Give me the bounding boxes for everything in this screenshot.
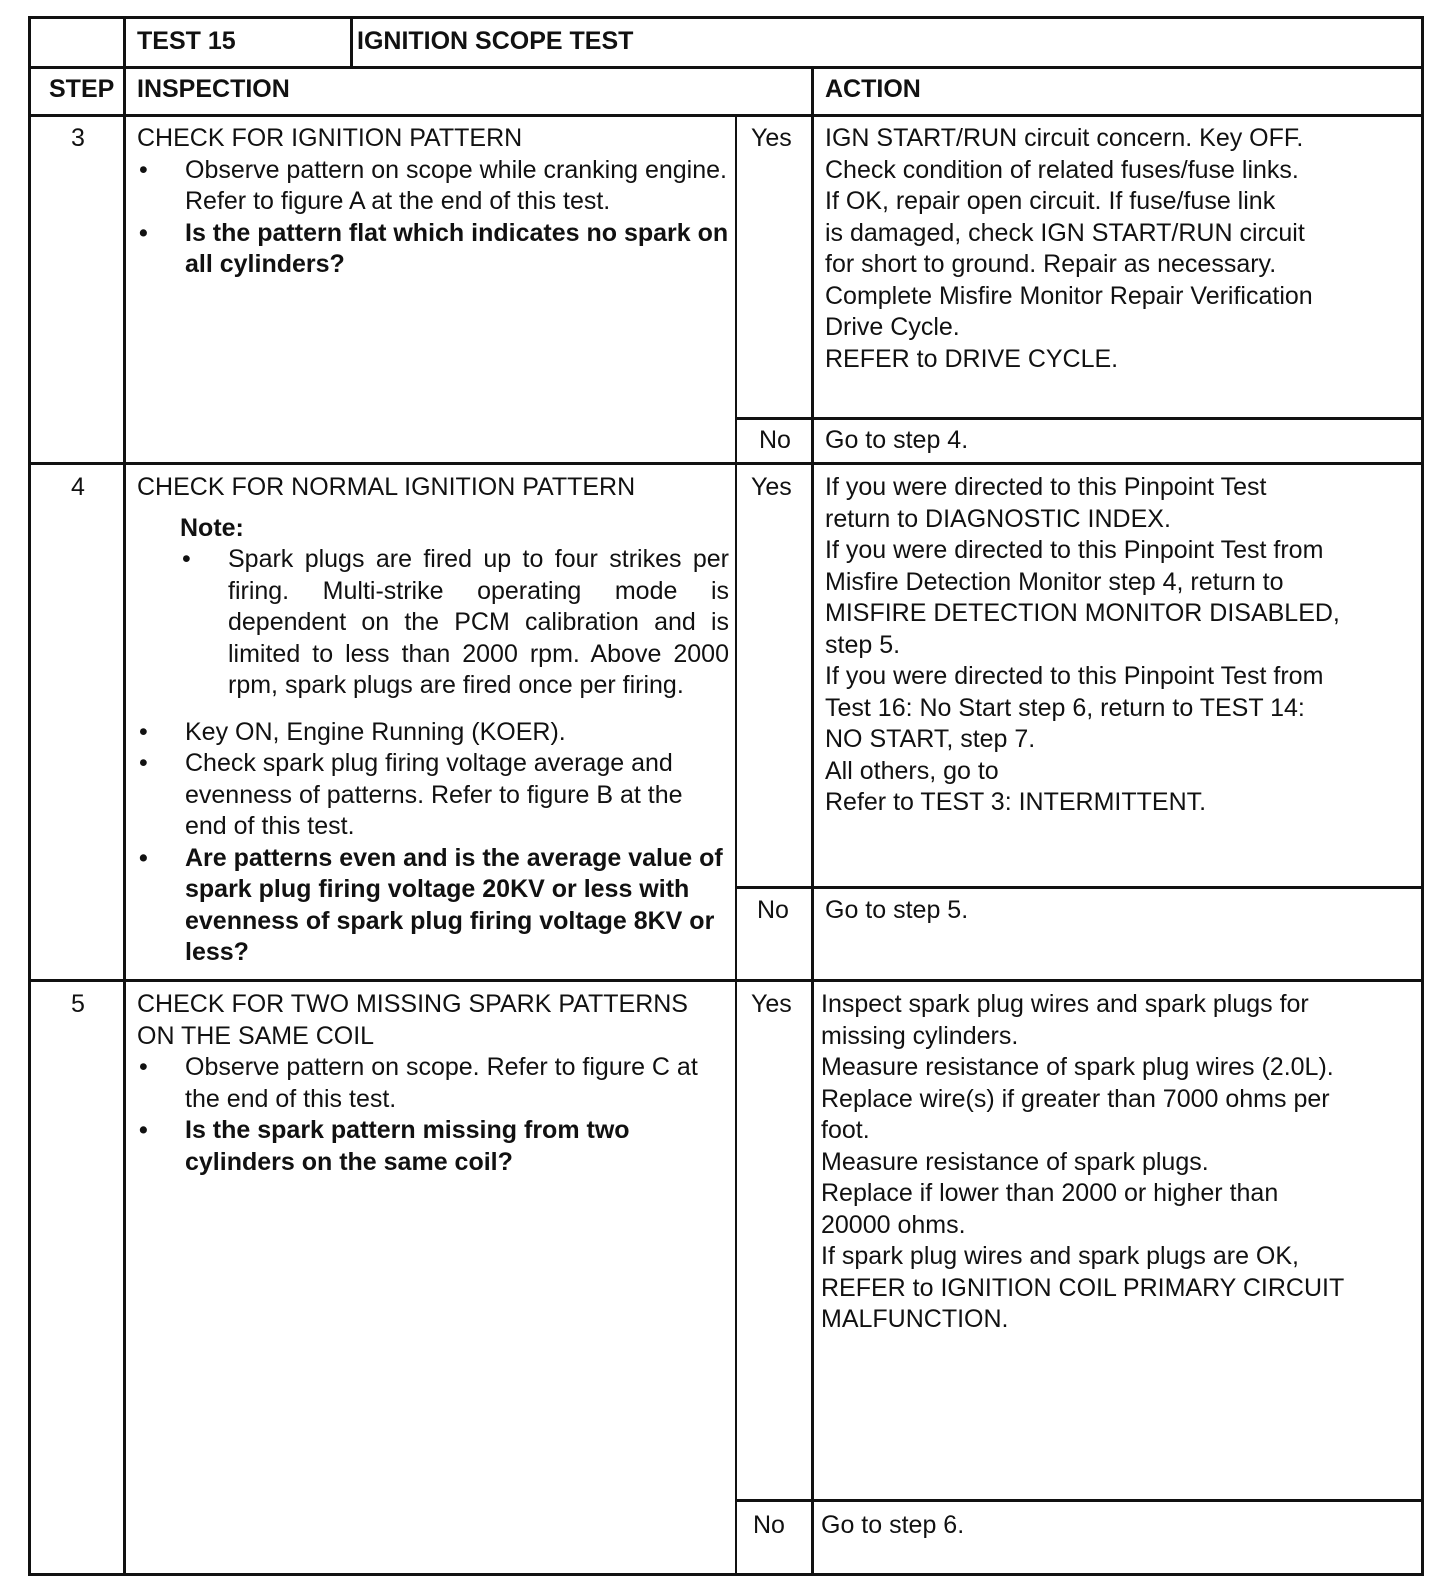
- step-5-yes-action: [821, 989, 1419, 1336]
- action-line: Refer to TEST 3: INTERMITTENT.: [825, 788, 1207, 816]
- step-5-heading-line: CHECK FOR TWO MISSING SPARK PATTERNS: [137, 990, 688, 1018]
- step-3-bullet: • Observe pattern on scope while cranking engine. Refer to figure A at the end of this test.: [137, 155, 729, 218]
- action-line: foot.: [821, 1116, 870, 1144]
- step-5-bullets: [137, 1052, 729, 1178]
- step-3-question: • Is the pattern flat which indicates no spark on all cylinders?: [137, 218, 729, 281]
- action-line: REFER to IGNITION COIL PRIMARY CIRCUIT: [821, 1273, 1345, 1302]
- action-line: 20000 ohms.: [821, 1210, 966, 1239]
- rule-step3-yes-no: [736, 417, 1421, 420]
- step-5-inspection: [137, 989, 729, 1178]
- step-4-yes-action: [825, 472, 1417, 819]
- rule-step3-bottom: [31, 462, 1421, 465]
- column-header-step: STEP: [49, 75, 115, 103]
- step-3-yes-label: Yes: [751, 124, 792, 152]
- action-line: If you were directed to this Pinpoint Test from: [825, 536, 1324, 564]
- step-number-4: 4: [71, 473, 85, 501]
- action-line: Drive Cycle.: [825, 313, 960, 341]
- step-5-heading-line: ON THE SAME COIL: [137, 1021, 375, 1050]
- step-4-note-bullet: • Spark plugs are fired up to four strikes per firing. Multi-strike operating mode is dependent on the PCM calibration and is limited to less than 2000 rpm. Above 2000 rpm, spark plugs are fired once per firing.: [180, 544, 729, 702]
- step-4-bullet: • Check spark plug firing voltage average and evenness of patterns. Refer to figure B at the end of this test.: [137, 748, 729, 843]
- action-line: return to DIAGNOSTIC INDEX.: [825, 504, 1171, 533]
- action-line: If you were directed to this Pinpoint Test: [825, 473, 1267, 501]
- step-5-yes-label: Yes: [751, 990, 792, 1018]
- action-line: IGN START/RUN circuit concern. Key OFF.: [825, 124, 1304, 152]
- action-line: missing cylinders.: [821, 1021, 1019, 1050]
- test-id: TEST 15: [137, 27, 236, 55]
- action-line: MALFUNCTION.: [821, 1305, 1009, 1333]
- action-line: Misfire Detection Monitor step 4, return to: [825, 567, 1284, 596]
- step-3-inspection: [137, 123, 729, 281]
- rule-step4-bottom: [31, 979, 1421, 982]
- step-number-5: 5: [71, 990, 85, 1018]
- action-line: NO START, step 7.: [825, 725, 1036, 753]
- action-line: is damaged, check IGN START/RUN circuit: [825, 218, 1305, 247]
- action-line: Replace wire(s) if greater than 7000 ohms per: [821, 1084, 1330, 1113]
- action-line: All others, go to: [825, 756, 999, 785]
- rule-yes-no-column: [735, 116, 737, 1573]
- column-header-action: ACTION: [825, 75, 921, 103]
- step-4-note: [137, 544, 729, 702]
- step-number-3: 3: [71, 124, 85, 152]
- action-line: REFER to DRIVE CYCLE.: [825, 344, 1119, 373]
- action-line: If you were directed to this Pinpoint Test from: [825, 662, 1324, 690]
- step-4-bullets: [137, 717, 729, 969]
- step-4-question: • Are patterns even and is the average value of spark plug firing voltage 20KV or less with evenness of spark plug firing voltage 8KV or less?: [137, 843, 729, 969]
- step-4-yes-label: Yes: [751, 473, 792, 501]
- step-4-heading: CHECK FOR NORMAL IGNITION PATTERN: [137, 473, 636, 501]
- step-4-inspection: [137, 472, 729, 969]
- action-line: Measure resistance of spark plugs.: [821, 1147, 1209, 1176]
- action-line: Check condition of related fuses/fuse links.: [825, 155, 1299, 184]
- test-title: IGNITION SCOPE TEST: [357, 27, 634, 55]
- action-line: MISFIRE DETECTION MONITOR DISABLED,: [825, 599, 1340, 627]
- rule-header-divider-2: [350, 19, 353, 67]
- step-3-no-action: Go to step 4.: [825, 426, 969, 454]
- action-line: step 5.: [825, 630, 901, 659]
- action-line: Measure resistance of spark plug wires (2.0L).: [821, 1053, 1334, 1081]
- step-4-note-label: Note:: [180, 513, 244, 542]
- step-3-bullets: [137, 155, 729, 281]
- rule-columns-bottom: [31, 114, 1421, 117]
- action-line: Inspect spark plug wires and spark plugs for: [821, 990, 1309, 1018]
- action-line: If spark plug wires and spark plugs are OK,: [821, 1242, 1300, 1270]
- step-5-bullet: • Observe pattern on scope. Refer to figure C at the end of this test.: [137, 1052, 729, 1115]
- step-3-yes-action: [825, 123, 1417, 375]
- test-table: [28, 16, 1424, 1576]
- step-5-no-label: No: [753, 1511, 785, 1539]
- step-4-bullet: • Key ON, Engine Running (KOER).: [137, 717, 729, 749]
- step-3-heading: CHECK FOR IGNITION PATTERN: [137, 124, 523, 152]
- rule-header-bottom: [31, 66, 1421, 69]
- action-line: Replace if lower than 2000 or higher than: [821, 1179, 1279, 1207]
- action-line: If OK, repair open circuit. If fuse/fuse link: [825, 187, 1276, 215]
- step-5-no-action: Go to step 6.: [821, 1511, 965, 1539]
- action-line: Complete Misfire Monitor Repair Verification: [825, 281, 1313, 310]
- step-5-question: • Is the spark pattern missing from two cylinders on the same coil?: [137, 1115, 729, 1178]
- action-line: Test 16: No Start step 6, return to TEST 14:: [825, 693, 1305, 722]
- action-line: for short to ground. Repair as necessary.: [825, 250, 1277, 278]
- column-header-inspection: INSPECTION: [137, 75, 290, 103]
- rule-action-column: [811, 67, 814, 1573]
- step-4-no-label: No: [757, 896, 789, 924]
- rule-step5-yes-no: [736, 1499, 1421, 1502]
- rule-step4-yes-no: [736, 886, 1421, 889]
- rule-header-divider-1: [123, 19, 126, 1573]
- step-3-no-label: No: [759, 426, 791, 454]
- step-4-no-action: Go to step 5.: [825, 896, 969, 924]
